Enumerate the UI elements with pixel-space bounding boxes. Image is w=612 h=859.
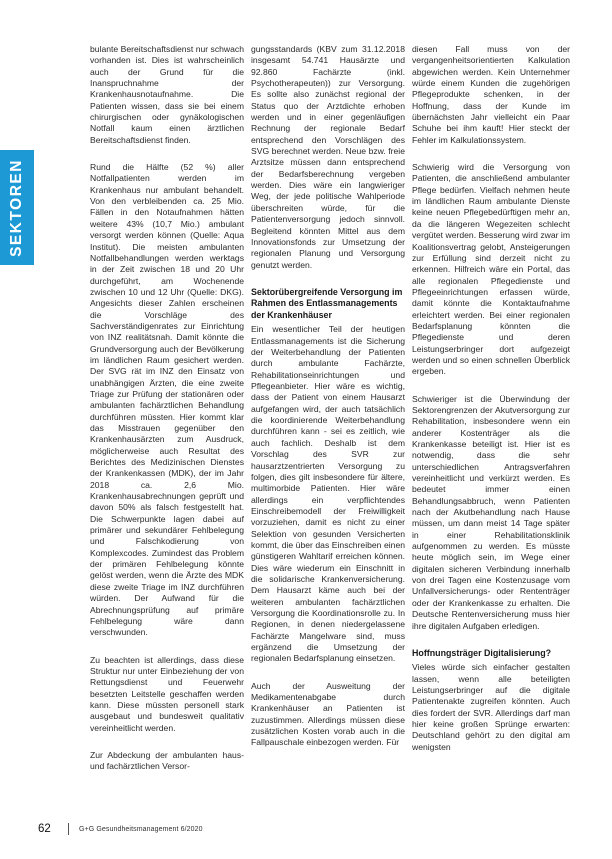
section-heading: Sektorübergreifende Versorgung im Rahmen des Entlassmanagements der Krankenhäuser [251, 286, 403, 320]
body-paragraph: Ein wesentlicher Teil der heutigen Entlassmanagements ist die Sicherung der Weiterbehandlung der Patienten durch ambulante Fachärzte, Rehabilitationseinrichtungen und Pflegeanbieter. Hier wäre es wichtig, dass der Patient von einem Hausarzt aufgefangen wird, der auch tatsächlich die koordinierende Weiterbehandlung durchführen kann - sei es zeitlich, wie auch fachlich. Deshalb ist dem Vorschlag des SVR zur hausarztzentrierten Versorgung zu folgen, dies gilt insbesondere für ältere, multimorbide Patienten. Hier wäre allerdings ein verpflichtendes Einschreibemodell der Freiwilligkeit vorzuziehen, damit es nicht zu einer Selektion von gesunden Versicherten kommt, die über das Einschreiben einen günstigeren Wahltarif erreichen können. Dies wäre wiederum ein Einschnitt in die solidarische Krankenversicherung. Dem Hausarzt käme auch bei der weiteren ambulanten fachärztlichen Versorgung die Koordinationsrolle zu. In Regionen, in denen niedergelassene Fachärzte Mangelware sind, muss ergänzend die Umsetzung der regionalen Bedarfsplanung einsetzen. [251, 324, 405, 664]
body-paragraph: Auch der Ausweitung der Medikamentenabgabe durch Krankenhäuser an Patienten ist zuzustimmen. Allerdings müssen diese zusätzlichen Kosten vorab auch in die Fallpauschale einbezogen werden. Für [251, 680, 405, 748]
body-paragraph: Zu beachten ist allerdings, dass diese Struktur nur unter Einbeziehung der von Rettungsdienst und Feuerwehr besetzten Leitstelle geschaffen werden kann. Diese müssten personell stark ausgebaut und bundesweit qualitativ vereinheitlicht werden. [90, 654, 244, 733]
text-column-3 [412, 44, 570, 824]
section-tab-label: SEKTOREN [8, 158, 25, 257]
body-paragraph: Zur Abdeckung der ambulanten haus- und fachärztlichen Versor- [90, 749, 244, 772]
section-heading: Hoffnungsträger Digitalisierung? [412, 647, 552, 658]
section-tab [0, 150, 34, 265]
page-footer [38, 820, 572, 838]
text-column-1 [90, 44, 244, 824]
body-paragraph: diesen Fall muss von der vergangenheitsorientierten Kalkulation abgewichen werden. Kein Unternehmer würde einem Kunden die zugehörigen Pflegeprodukte schenken, in der Hoffnung, dass der Kunde im übernächsten Jahr vielleicht ein Paar Schuhe bei ihm kauft! Hier steckt der Fehler im Kalkulationssystem. [412, 44, 570, 145]
body-paragraph: gungsstandards (KBV zum 31.12.2018 insgesamt 54.741 Hausärzte und 92.860 Fachärzte (inkl. Psychotherapeuten)) zur Versorgung. Es sollte also zunächst regional der Status quo der Arztdichte erhoben werden und in einer gegenläufigen Rechnung der regionale Bedarf entsprechend den Vorschlägen des SVG berechnet werden. Neue bzw. freie Arztsitze müssen dann entsprechend der Bedarfsberechnung vergeben werden. Dies wäre ein langwieriger Weg, der jede politische Wahlperiode überschreiten würde, für die Patientenversorgung jedoch sinnvoll. Begleitend könnten Mittel aus dem Innovationsfonds zur Umsetzung der regionalen Planung und Versorgung genutzt werden. [251, 44, 405, 270]
body-paragraph: Vieles würde sich einfacher gestalten lassen, wenn alle beteiligten Leistungserbringer auf die digitale Patientenakte zugreifen könnten. Auch dies fordert der SVR. Allerdings darf man hier keine großen Sprünge erwarten: Deutschland gehört zu den digital am wenigsten [412, 662, 570, 752]
body-paragraph: Schwierig wird die Versorgung von Patienten, die anschließend ambulanter Pflege bedürfen. Vielfach nehmen heute im ländlichen Raum ambulante Dienste keine neuen Pflegebedürftigen mehr an, da die längeren Wegezeiten schlecht vergütet werden. Besserung wird zwar im Koalitionsvertrag gelobt, Ansteigerungen zur Erfüllung sind derzeit nicht zu erkennen. Hilfreich wäre ein Portal, das alle regionalen Pflegedienste und Pflegeeinrichtungen erfassen würde, damit könnte die Kontaktaufnahme erleichtert werden. Bei einer regionalen Bedarfsplanung könnten die Pflegedienste und deren Leistungserbringer dort aufgezeigt werden und so einen schnellen Überblick ergeben. [412, 162, 570, 377]
body-paragraph: bulante Bereitschaftsdienst nur schwach vorhanden ist. Dies ist wahrscheinlich auch der Grund für die Inanspruchnahme der Krankenhausnotaufnahme. Die Patienten wissen, dass sie bei einem chirurgischen oder gynäkologischen Notfall kaum einen ärztlichen Bereitschaftsdienst finden. [90, 44, 244, 145]
page-number: 62 [38, 823, 51, 835]
publication-name: G+G Gesundheitsmanagement 6/2020 [79, 825, 203, 833]
text-column-2 [251, 44, 405, 824]
footer-divider [68, 823, 69, 835]
body-paragraph: Rund die Hälfte (52 %) aller Notfallpatienten werden im Krankenhaus nur ambulant behandelt. Von den verbleibenden ca. 25 Mio. Fällen in den Notaufnahmen hätten weitere 43% (10,7 Mio.) ambulant versorgt werden können (Quelle: Aqua Institut). Die meisten ambulanten Notfallbehandlungen werden werktags in der Zeit zwischen 18 und 20 Uhr durchgeführt, am Wochenende zwischen 10 und 12 Uhr (Quelle: DKG). Angesichts dieser Zahlen erscheinen die Vorschläge des Sachverständigenrates zur Einrichtung von INZ realitätsnah. Damit könnte die Grundversorgung auch der Bevölkerung im ländlichen Raum gesichert werden. Der SVG rät im INZ den Einsatz von unabhängigen Ärzten, die eine zweite Triage zur Prüfung der stationären oder ambulanten fachärztlichen Behandlung durchführen müssten. Hier kommt klar das Misstrauen gegenüber den Krankenhausärzten zum Ausdruck, möglicherweise auch Resultat des Berichtes des Medizinischen Dienstes der Krankenkassen (MDK), der im Jahr 2018 ca. 2,6 Mio. Krankenhausabrechnungen geprüft und davon 50% als falsch festgestellt hat. Die Schwerpunkte lagen dabei auf primärer und sekundärer Fehlbelegung und Falschkodierung von Komplexcodes. Zumindest das Problem der primären Fehlbelegung könnte gelöst werden, wenn die Ärzte des MDK diese zweite Triage im INZ durchführen würden. Der Aufwand für die Abrechnungsprüfung auf primäre Fehlbelegung wäre dann verschwunden. [90, 162, 244, 638]
body-paragraph: Schwieriger ist die Überwindung der Sektorengrenzen der Akutversorgung zur Rehabilitation, insbesondere wenn ein anderer Kostenträger als die Krankenkasse beteiligt ist. Hier ist es notwendig, dass die sehr unterschiedlichen Antragsverfahren vereinheitlicht und verkürzt werden. Es bedeutet immer einen Behandlungsabbruch, wenn Patienten nach der Akutbehandlung nach Hause müssen, um dann meist 14 Tage später in einer Rehabilitationsklinik aufgenommen zu werden. Es müsste heute möglich sein, im Wege einer digitalen sicheren Verbindung innerhalb von drei Tagen eine Kostenzusage vom Unfallversicherungs- oder Rententräger oder der Krankenkasse zu erhalten. Die Deutsche Rentenversicherung muss hier ihre digitalen Aufgaben erledigen. [412, 393, 570, 631]
